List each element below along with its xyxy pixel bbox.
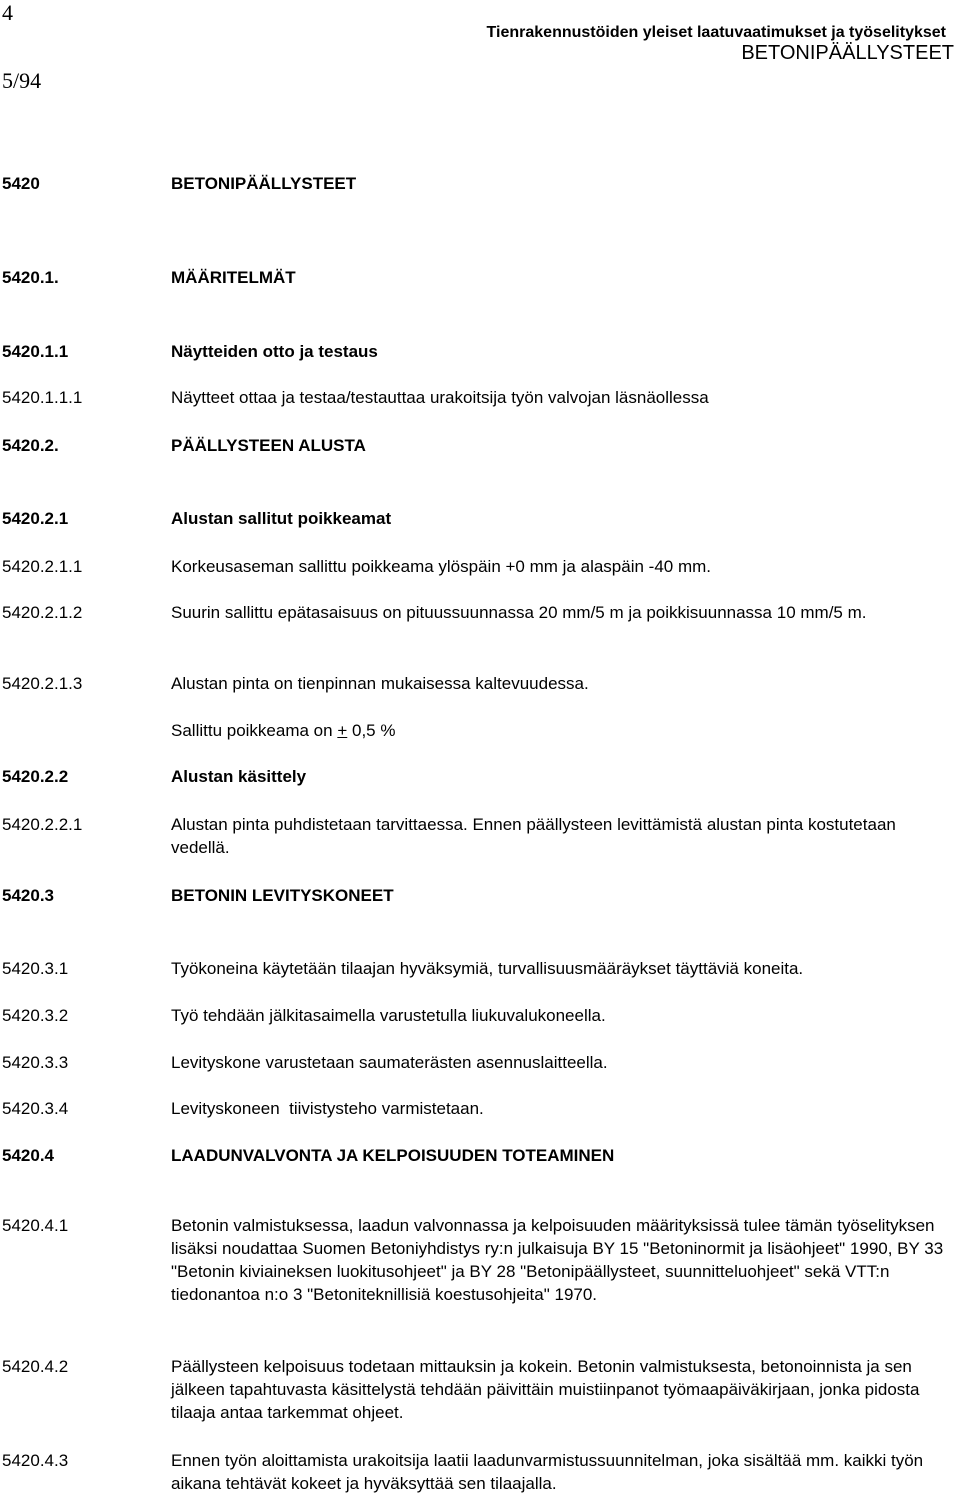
section-heading: PÄÄLLYSTEEN ALUSTA [171,436,366,455]
section-number: 5420.2.1.3 [2,674,83,693]
section-heading: Näytteiden otto ja testaus [171,342,378,361]
section-number: 5420.4.2 [2,1357,69,1376]
section-heading: BETONIPÄÄLLYSTEET [171,174,357,193]
section-number: 5420.2. [2,436,59,455]
section-number: 5420.1. [2,268,59,287]
section-heading: LAADUNVALVONTA JA KELPOISUUDEN TOTEAMINEN [171,1146,615,1165]
section-number: 5420.4 [2,1146,54,1165]
section-number: 5420.3.2 [2,1006,69,1025]
section-number: 5420.1.1 [2,342,69,361]
section-text: Näytteet ottaa ja testaa/testauttaa urakoitsija työn valvojan läsnäollessa [171,388,709,407]
section-text: Päällysteen kelpoisuus todetaan mittauksin ja kokein. Betonin valmistuksesta, betonoinnista ja sen jälkeen tapahtuvasta käsittelystä tehdään päivittäin muistiinpanot työmaapäiväkirjaan, jonka pidosta tilaaja antaa tarkemmat ohjeet. [171,1357,920,1422]
tolerance-value: 0,5 % [347,721,396,740]
tolerance-prefix: Sallittu poikkeama on [171,721,338,740]
section-text: Betonin valmistuksessa, laadun valvonnassa ja kelpoisuuden määrityksissä tulee tämän työselityksen lisäksi noudattaa Suomen Betoniyhdistys ry:n julkaisuja BY 15 "Betoninormit ja lisäohjeet" 1990, BY 33 "Betonin kiviaineksen luokitusohjeet" ja BY 28 "Betonipäällysteet, suunnitteluohjeet" sekä VTT:n tiedonantoa n:o 3 "Betoniteknillisiä koestusohjeita" 1970. [171,1216,944,1304]
document-subtitle: BETONIPÄÄLLYSTEET [741,42,954,64]
section-heading: MÄÄRITELMÄT [171,268,296,287]
section-text: Ennen työn aloittamista urakoitsija laatii laadunvarmistussuunnitelman, joka sisältää mm. kaikki työn aikana tehtävät kokeet ja hyväksyttää sen tilaajalla. [171,1451,924,1493]
section-number: 5420.2.1 [2,509,69,528]
section-number: 5420.3.1 [2,959,69,978]
tolerance-note [171,719,951,742]
section-number: 5420.2.2 [2,767,69,786]
section-text: Levityskoneen tiivistysteho varmistetaan. [171,1099,484,1118]
section-heading: BETONIN LEVITYSKONEET [171,886,394,905]
section-number: 5420.1.1.1 [2,388,83,407]
section-text: Työ tehdään jälkitasaimella varustetulla liukuvalukoneella. [171,1006,606,1025]
page-reference: 5/94 [2,68,42,93]
section-number: 5420.2.1.2 [2,603,83,622]
section-text: Suurin sallittu epätasaisuus on pituussuunnassa 20 mm/5 m ja poikkisuunnassa 10 mm/5 m. [171,603,867,622]
section-number: 5420.3 [2,886,54,905]
section-number: 5420.4.3 [2,1451,69,1470]
section-number: 5420.2.2.1 [2,815,83,834]
section-number: 5420.4.1 [2,1216,69,1235]
section-text: Alustan pinta puhdistetaan tarvittaessa. Ennen päällysteen levittämistä alustan pinta kostutetaan vedellä. [171,815,896,857]
page-number: 4 [2,0,13,25]
section-number: 5420 [2,174,40,193]
tolerance-sign: + [337,721,348,740]
section-heading: Alustan käsittely [171,767,307,786]
section-heading: Alustan sallitut poikkeamat [171,509,392,528]
section-text: Korkeusaseman sallittu poikkeama ylöspäin +0 mm ja alaspäin -40 mm. [171,557,711,576]
document-title: Tienrakennustöiden yleiset laatuvaatimukset ja työselitykset [486,24,946,41]
section-text: Alustan pinta on tienpinnan mukaisessa kaltevuudessa. [171,674,589,693]
section-text: Levityskone varustetaan saumaterästen asennuslaitteella. [171,1053,608,1072]
section-number: 5420.2.1.1 [2,557,83,576]
section-number: 5420.3.3 [2,1053,69,1072]
section-text: Työkoneina käytetään tilaajan hyväksymiä, turvallisuusmääräykset täyttäviä koneita. [171,959,804,978]
section-number: 5420.3.4 [2,1099,69,1118]
